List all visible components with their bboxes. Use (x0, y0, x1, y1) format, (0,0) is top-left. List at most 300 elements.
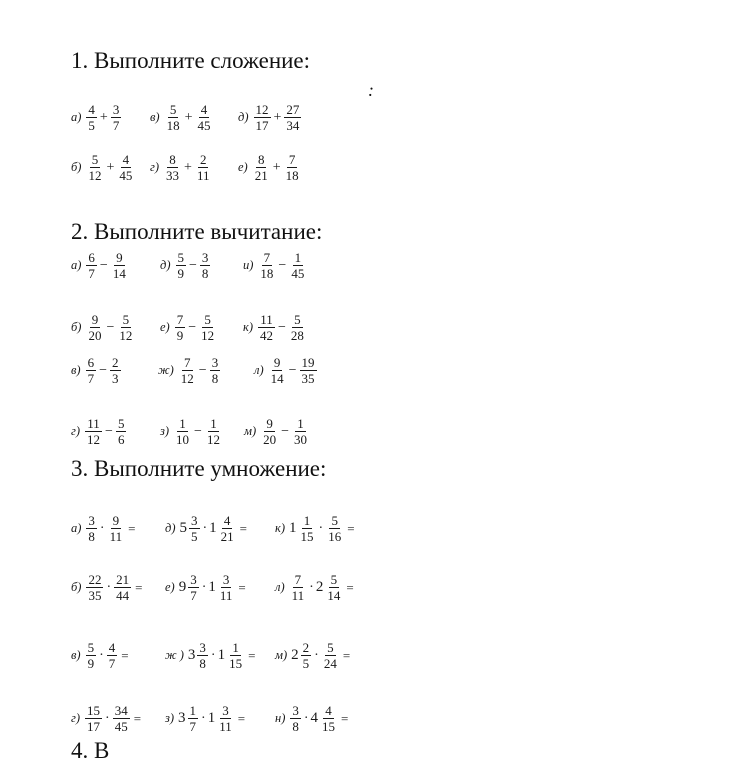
operand-a-fraction (254, 102, 271, 133)
operand-a-numerator: 6 (88, 250, 95, 265)
operand-b-fraction (107, 640, 118, 671)
operand-a-numerator: 7 (263, 250, 271, 265)
subtraction-exercise (160, 416, 223, 447)
operand-a-numerator: 3 (88, 513, 95, 528)
operand-b-term (198, 312, 217, 343)
operand-a-numerator: 2 (302, 640, 310, 655)
operand-a-denominator: 17 (87, 719, 101, 734)
operand-a-numerator: 11 (260, 312, 273, 327)
operand-a-denominator: 35 (88, 588, 102, 603)
operand-b-fraction (195, 152, 212, 183)
operand-a-term (85, 355, 98, 386)
equals-sign: = (121, 647, 129, 663)
operand-a-numerator: 9 (266, 416, 273, 431)
operator-sign: − (106, 319, 115, 335)
operand-a-denominator: 12 (88, 168, 102, 183)
addition-exercise (150, 102, 214, 133)
operand-b-denominator: 11 (219, 588, 233, 603)
operand-a-numerator: 9 (273, 355, 281, 370)
operand-a-denominator: 20 (263, 432, 277, 447)
operand-a-term (178, 703, 199, 734)
operand-b-denominator: 3 (112, 371, 119, 386)
operand-a-fraction (290, 572, 307, 603)
operand-a-term (85, 513, 98, 544)
exercise-label: б) (71, 580, 82, 594)
operand-a-numerator: 5 (91, 152, 99, 167)
operand-b-denominator: 12 (119, 328, 133, 343)
operand-b-fraction (110, 355, 121, 386)
operand-a-denominator: 11 (291, 588, 305, 603)
operand-a-term (178, 355, 197, 386)
exercise-label: в) (150, 110, 160, 124)
operand-a-fraction (85, 703, 102, 734)
operator-sign: − (99, 257, 108, 273)
operand-b-term (321, 640, 340, 671)
operand-a-term (85, 312, 104, 343)
operand-b-term (316, 572, 344, 603)
operand-a-denominator: 18 (260, 266, 274, 281)
operand-a-term (84, 416, 103, 447)
subtraction-exercise (243, 250, 307, 281)
operand-b-term (288, 250, 307, 281)
operand-b-denominator: 34 (286, 118, 300, 133)
operand-b-term (115, 416, 128, 447)
operand-b-numerator: 5 (327, 640, 334, 655)
exercise-label: к) (243, 320, 254, 334)
section-title-multiplication: 3. Выполните умножение: (71, 456, 327, 481)
operand-b-numerator: 5 (204, 312, 211, 327)
operand-a-denominator: 17 (255, 118, 269, 133)
operand-a-numerator: 8 (257, 152, 265, 167)
operand-b-fraction (284, 102, 301, 133)
operand-a-fraction (188, 572, 199, 603)
operand-a-term (180, 513, 201, 544)
operator-sign: · (99, 520, 105, 536)
operator-sign: · (201, 579, 207, 595)
exercise-label: и) (243, 258, 254, 272)
operand-b-numerator: 3 (112, 102, 120, 117)
operand-b-denominator: 15 (322, 719, 336, 734)
operand-a-denominator: 12 (180, 371, 194, 386)
operand-b-term (110, 102, 123, 133)
operand-b-denominator: 6 (117, 432, 125, 447)
equals-sign: = (133, 710, 142, 726)
operand-a-fraction (86, 640, 97, 671)
exercise-label: е) (165, 580, 175, 594)
operand-a-numerator: 5 (169, 102, 177, 117)
operand-a-numerator: 6 (87, 355, 95, 370)
exercise-label: ж ) (165, 648, 184, 662)
operand-a-denominator: 10 (176, 432, 190, 447)
operator-sign: − (188, 319, 197, 335)
operand-a-fraction (290, 703, 301, 734)
operand-a-term (260, 416, 279, 447)
operand-a-numerator: 3 (199, 640, 206, 655)
operand-a-numerator: 22 (88, 572, 102, 587)
operand-a-denominator: 8 (88, 529, 95, 544)
operand-b-term (208, 572, 235, 603)
multiplication-exercise (165, 640, 255, 671)
operand-b-denominator: 7 (108, 656, 116, 671)
operand-a-numerator: 1 (189, 703, 197, 718)
operand-a-denominator: 5 (302, 656, 310, 671)
operand-b-denominator: 28 (290, 328, 304, 343)
operand-b-denominator: 44 (116, 588, 130, 603)
operand-b-numerator: 4 (108, 640, 116, 655)
operand-a-term (85, 102, 98, 133)
exercise-label: н) (275, 711, 286, 725)
operand-b-numerator: 3 (201, 250, 209, 265)
operand-b-denominator: 7 (112, 118, 120, 133)
operand-b-denominator: 45 (114, 719, 128, 734)
operand-b-term (283, 102, 302, 133)
operand-b-numerator: 19 (301, 355, 315, 370)
operand-a-numerator: 15 (87, 703, 101, 718)
operator-sign: · (201, 710, 206, 726)
operand-b-fraction (199, 312, 216, 343)
operator-sign: − (99, 362, 107, 378)
operand-a-denominator: 18 (166, 118, 180, 133)
operator-sign: · (99, 647, 104, 663)
operand-a-term (85, 572, 104, 603)
exercise-label: д) (238, 110, 249, 124)
multiplication-exercise (275, 703, 348, 734)
operand-a-numerator: 1 (303, 513, 311, 528)
operand-b-fraction (218, 572, 235, 603)
exercise-label: л) (254, 363, 264, 377)
operand-a-term (164, 102, 183, 133)
exercise-label: б) (71, 320, 82, 334)
operand-b-term (311, 703, 339, 734)
operand-a-fraction (179, 355, 196, 386)
operand-b-fraction (227, 640, 244, 671)
equals-sign: = (239, 520, 248, 536)
operand-b-whole: 1 (217, 647, 226, 663)
operand-a-denominator: 9 (177, 266, 184, 281)
operand-a-fraction (86, 513, 97, 544)
operand-b-denominator: 35 (301, 371, 315, 386)
operand-a-denominator: 5 (191, 529, 198, 544)
operand-a-term (268, 355, 287, 386)
multiplication-exercise (275, 572, 354, 603)
operand-a-denominator: 42 (260, 328, 274, 343)
operator-sign: − (278, 257, 287, 273)
operand-b-numerator: 1 (210, 416, 217, 431)
operand-b-denominator: 14 (327, 588, 341, 603)
operand-b-numerator: 5 (330, 572, 338, 587)
subtraction-exercise (71, 355, 122, 386)
operand-b-fraction (111, 250, 128, 281)
operand-b-term (208, 703, 235, 734)
operand-a-denominator: 15 (300, 529, 314, 544)
operand-a-term (175, 250, 188, 281)
exercise-label: е) (238, 160, 248, 174)
exercise-label: г) (150, 160, 160, 174)
operand-b-fraction (113, 703, 130, 734)
multiplication-exercise (165, 513, 247, 544)
exercise-label: в) (71, 648, 81, 662)
multiplication-exercise (71, 572, 142, 603)
operand-a-numerator: 3 (191, 513, 198, 528)
operand-b-numerator: 4 (223, 513, 231, 528)
operand-b-numerator: 4 (200, 102, 208, 117)
exercise-label: з) (165, 711, 175, 725)
operand-b-fraction (300, 355, 317, 386)
operand-b-denominator: 14 (112, 266, 126, 281)
operator-sign: · (105, 710, 110, 726)
operand-b-numerator: 2 (199, 152, 207, 167)
operator-sign: · (106, 579, 112, 595)
exercise-label: б) (71, 160, 82, 174)
operand-b-term (113, 572, 132, 603)
multiplication-exercise (165, 703, 245, 734)
operand-a-fraction (174, 416, 191, 447)
operand-a-fraction (165, 102, 182, 133)
operand-a-whole: 3 (178, 710, 186, 726)
operand-a-fraction (176, 250, 187, 281)
exercise-label: ж) (158, 363, 174, 377)
operand-b-whole: 4 (310, 710, 319, 726)
operand-b-numerator: 2 (112, 355, 119, 370)
operand-b-numerator: 1 (297, 416, 304, 431)
operand-b-fraction (292, 416, 309, 447)
operand-b-denominator: 8 (211, 371, 219, 386)
exercise-label: з) (160, 424, 170, 438)
operand-b-denominator: 12 (206, 432, 220, 447)
operand-b-fraction (217, 703, 234, 734)
operand-b-numerator: 4 (122, 152, 130, 167)
operator-sign: − (105, 423, 113, 439)
section-title-next: 4. В (71, 738, 110, 763)
operand-b-whole: 1 (209, 520, 217, 536)
operand-b-numerator: 9 (116, 250, 123, 265)
operand-b-numerator: 21 (116, 572, 130, 587)
addition-exercise (238, 102, 302, 133)
addition-exercise (150, 152, 212, 183)
operand-b-numerator: 34 (114, 703, 128, 718)
operator-sign: · (303, 710, 309, 726)
operand-a-term (257, 250, 276, 281)
operand-b-fraction (108, 513, 125, 544)
operand-a-fraction (258, 312, 275, 343)
operand-a-numerator: 7 (294, 572, 302, 587)
operand-a-denominator: 7 (87, 371, 95, 386)
operand-b-fraction (289, 312, 306, 343)
operand-b-fraction (326, 513, 343, 544)
operand-a-term (173, 416, 192, 447)
operand-a-fraction (86, 355, 97, 386)
operand-a-numerator: 1 (179, 416, 186, 431)
equals-sign: = (248, 647, 256, 663)
operand-b-whole: 1 (207, 710, 216, 726)
operand-a-fraction (189, 513, 200, 544)
operand-a-denominator: 33 (166, 168, 180, 183)
operand-b-fraction (114, 572, 131, 603)
exercise-label: м) (275, 648, 288, 662)
operator-sign: · (314, 647, 319, 663)
operand-b-denominator: 11 (219, 719, 232, 734)
operand-a-numerator: 8 (169, 152, 176, 167)
operator-sign: + (184, 109, 193, 125)
operator-sign: · (309, 579, 314, 595)
exercise-label: л) (275, 580, 285, 594)
operand-a-fraction (258, 250, 275, 281)
multiplication-exercise (275, 640, 350, 671)
operand-b-numerator: 5 (331, 513, 338, 528)
operand-a-term (188, 640, 209, 671)
operand-b-fraction (320, 703, 337, 734)
operand-a-denominator: 20 (88, 328, 102, 343)
equals-sign: = (346, 579, 354, 595)
operand-b-term (209, 513, 237, 544)
operand-b-fraction (219, 513, 236, 544)
operand-a-fraction (299, 513, 316, 544)
subtraction-exercise (71, 312, 135, 343)
operand-a-fraction (175, 312, 186, 343)
operand-a-term (252, 152, 271, 183)
operand-b-fraction (111, 102, 122, 133)
operand-b-term (107, 513, 126, 544)
operand-a-numerator: 4 (88, 102, 95, 117)
equals-sign: = (347, 520, 355, 536)
operand-b-denominator: 30 (294, 432, 308, 447)
operand-b-fraction (200, 250, 211, 281)
operand-a-whole: 9 (178, 579, 187, 595)
operand-b-fraction (116, 416, 127, 447)
operand-b-denominator: 11 (109, 529, 123, 544)
addition-exercise (238, 152, 302, 183)
operand-b-fraction (196, 102, 213, 133)
operator-sign: − (194, 423, 202, 439)
operand-b-denominator: 8 (201, 266, 209, 281)
operand-a-term (291, 640, 312, 671)
operand-b-denominator: 24 (323, 656, 337, 671)
operand-a-denominator: 7 (88, 266, 95, 281)
operand-a-fraction (86, 312, 103, 343)
equals-sign: = (135, 579, 143, 595)
operator-sign: · (318, 520, 324, 536)
operand-a-term (179, 572, 200, 603)
operand-a-fraction (164, 152, 181, 183)
operand-b-term (116, 152, 135, 183)
operator-sign: − (189, 257, 197, 273)
operand-b-denominator: 11 (196, 168, 210, 183)
operand-a-whole: 2 (291, 647, 299, 663)
operand-b-fraction (284, 152, 301, 183)
operand-b-term (112, 703, 131, 734)
operand-b-numerator: 27 (286, 102, 300, 117)
operand-b-term (116, 312, 135, 343)
subtraction-exercise (244, 416, 310, 447)
operand-a-fraction (86, 572, 103, 603)
operand-a-fraction (85, 416, 102, 447)
operand-b-numerator: 3 (222, 572, 230, 587)
operand-b-whole: 1 (208, 579, 216, 595)
exercise-label: м) (244, 424, 257, 438)
equals-sign: = (341, 710, 349, 726)
operand-a-numerator: 5 (87, 640, 95, 655)
multiplication-exercise (275, 513, 355, 544)
operand-a-term (163, 152, 182, 183)
exercise-label: а) (71, 521, 82, 535)
operand-a-numerator: 12 (255, 102, 269, 117)
operand-b-denominator: 15 (229, 656, 243, 671)
operand-a-fraction (197, 640, 208, 671)
operand-a-denominator: 8 (199, 656, 206, 671)
subtraction-exercise (254, 355, 318, 386)
operand-b-numerator: 5 (117, 416, 125, 431)
exercise-label: а) (71, 258, 82, 272)
multiplication-exercise (165, 572, 246, 603)
exercise-label: д) (165, 521, 176, 535)
operand-b-numerator: 5 (122, 312, 130, 327)
operand-a-term (253, 102, 272, 133)
operand-a-term (289, 703, 302, 734)
operand-a-fraction (301, 640, 312, 671)
subtraction-exercise (243, 312, 307, 343)
operand-b-term (199, 250, 212, 281)
exercise-label: е) (160, 320, 170, 334)
section-title-subtraction: 2. Выполните вычитание: (71, 219, 323, 244)
operand-b-term (299, 355, 318, 386)
operand-b-term (291, 416, 310, 447)
exercise-label: г) (71, 711, 81, 725)
operand-a-numerator: 5 (177, 250, 184, 265)
operand-b-fraction (117, 152, 134, 183)
operand-b-numerator: 3 (211, 355, 219, 370)
operand-b-whole: 2 (315, 579, 324, 595)
operand-a-denominator: 7 (189, 719, 197, 734)
equals-sign: = (342, 647, 351, 663)
operand-a-term (84, 703, 103, 734)
multiplication-exercise (71, 640, 129, 671)
operand-b-term (209, 355, 222, 386)
exercise-label: а) (71, 110, 82, 124)
operand-b-numerator: 5 (294, 312, 301, 327)
addition-exercise (71, 152, 135, 183)
exercise-label: г) (71, 424, 81, 438)
operand-a-denominator: 14 (270, 371, 284, 386)
multiplication-exercise (71, 703, 141, 734)
equals-sign: = (237, 710, 246, 726)
operator-sign: · (210, 647, 216, 663)
operator-sign: − (198, 362, 207, 378)
operand-b-numerator: 7 (288, 152, 296, 167)
operand-b-denominator: 18 (285, 168, 299, 183)
operator-sign: + (184, 159, 192, 175)
operand-a-whole: 5 (179, 520, 187, 536)
operand-b-term (106, 640, 119, 671)
operand-b-numerator: 9 (112, 513, 120, 528)
operand-b-fraction (210, 355, 221, 386)
operand-b-fraction (117, 312, 134, 343)
operand-a-term (85, 640, 98, 671)
exercise-label: к) (275, 521, 286, 535)
operand-b-numerator: 1 (232, 640, 239, 655)
multiplication-exercise (71, 513, 135, 544)
operand-b-term (325, 513, 344, 544)
operand-a-numerator: 7 (176, 312, 184, 327)
operand-b-numerator: 4 (325, 703, 332, 718)
operand-a-term (85, 250, 98, 281)
operand-b-term (218, 640, 246, 671)
operand-a-term (174, 312, 187, 343)
operand-a-fraction (188, 703, 199, 734)
section-title-addition: 1. Выполните сложение: (71, 48, 311, 73)
addition-exercise (71, 102, 122, 133)
operand-a-denominator: 7 (190, 588, 197, 603)
operand-b-term (109, 355, 122, 386)
